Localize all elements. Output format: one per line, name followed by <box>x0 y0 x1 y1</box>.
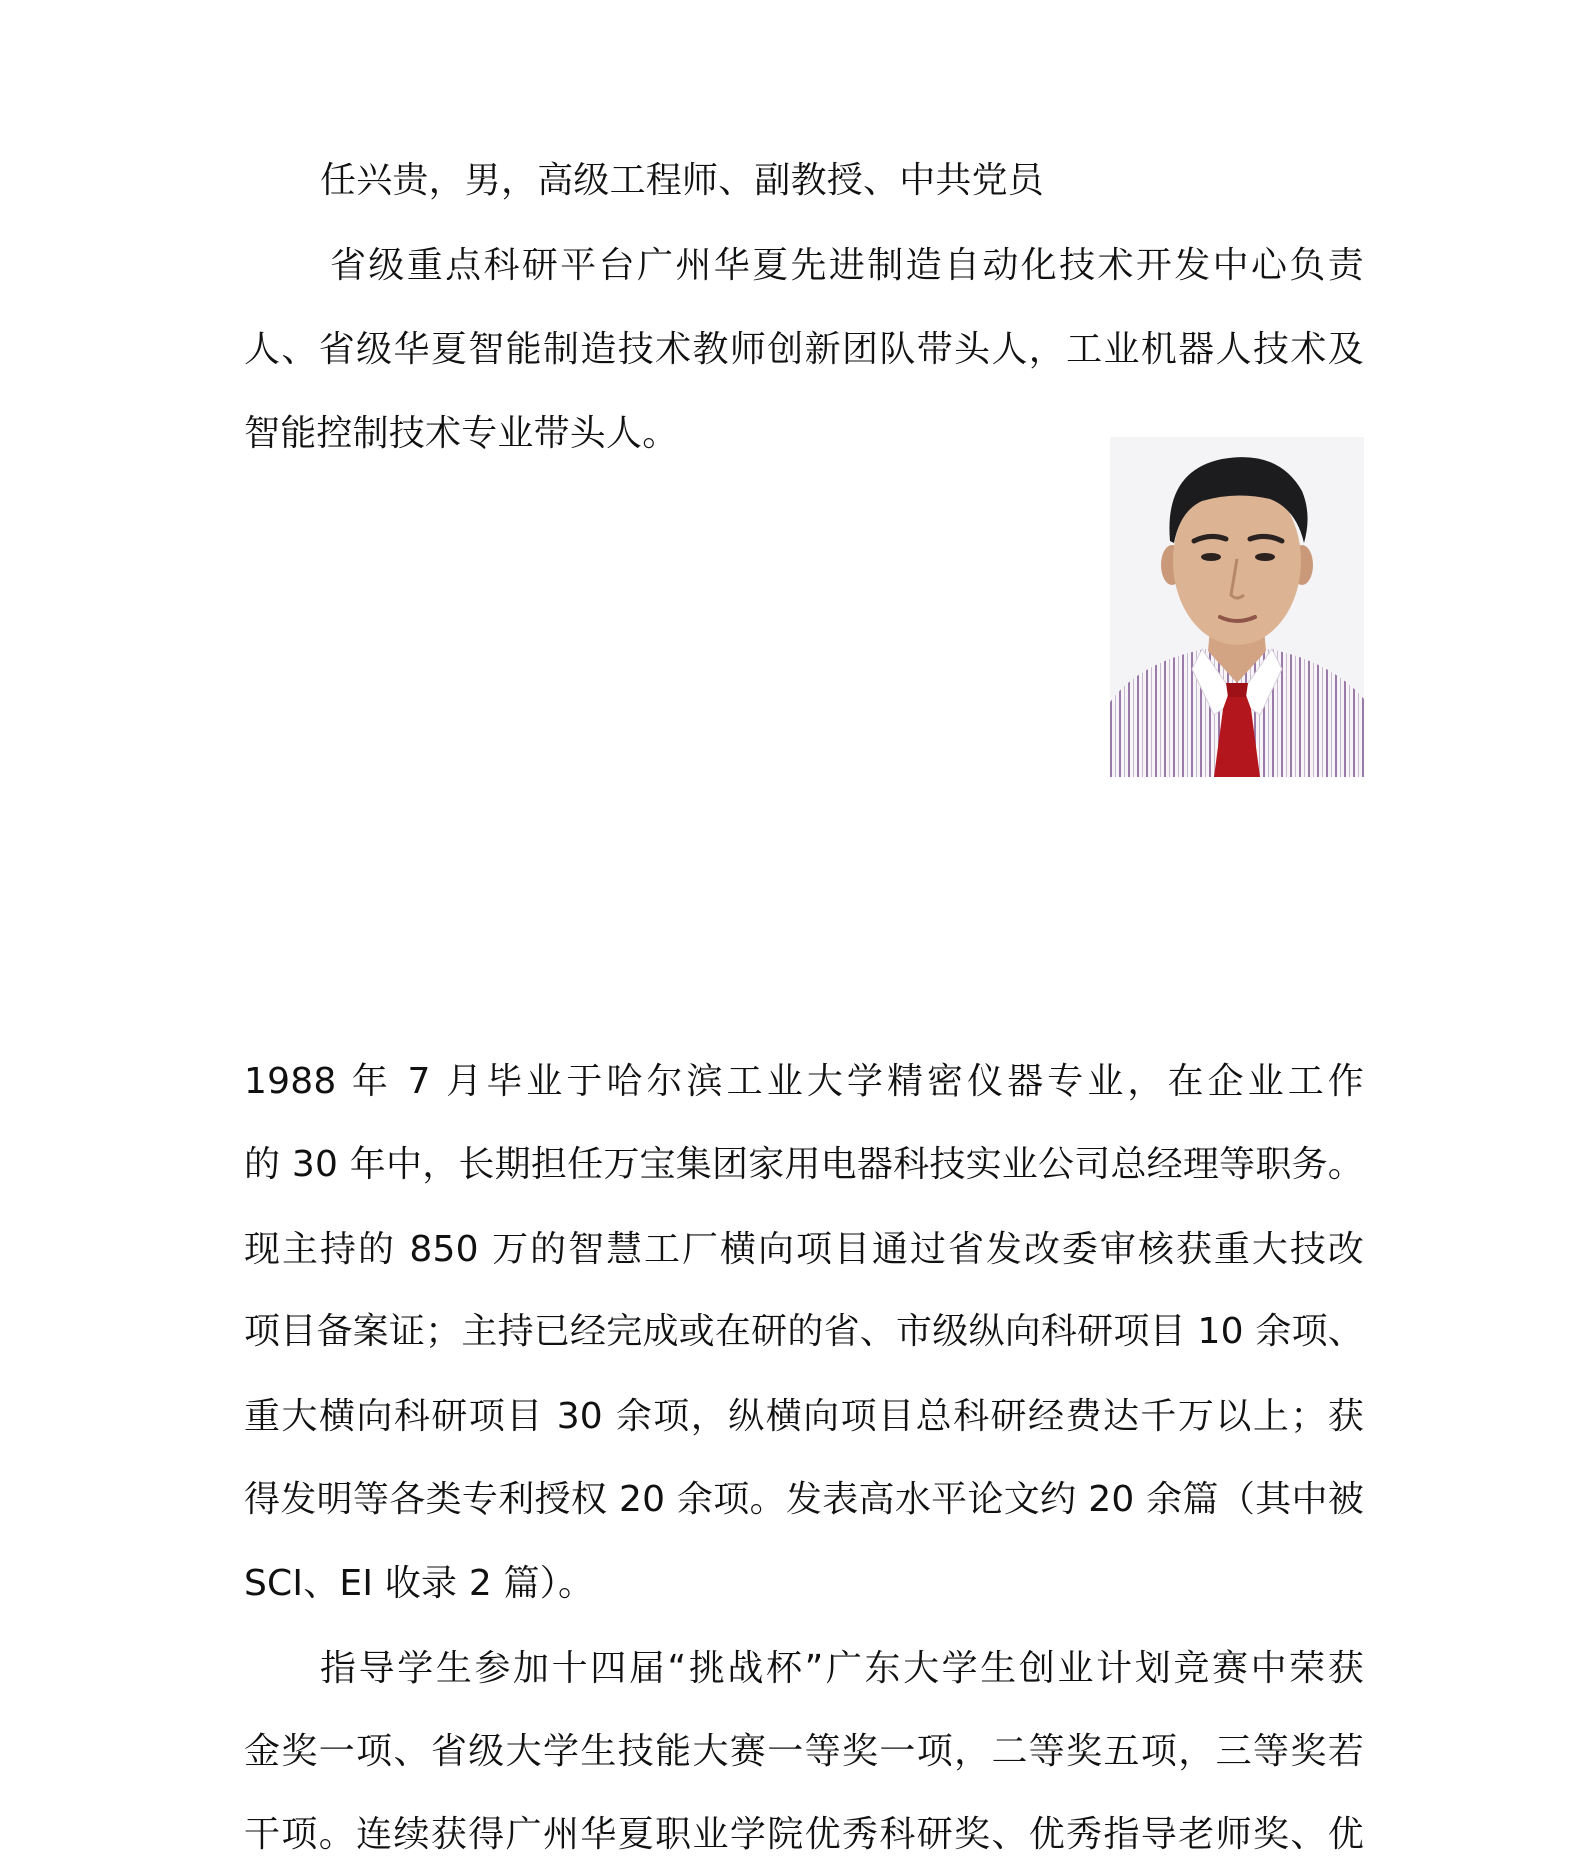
career-line-1: 1988 年 7 月毕业于哈尔滨工业大学精密仪器专业，在企业工作 <box>244 1061 1364 1102</box>
intro-line-1: 省级重点科研平台广州华夏先进制造自动化技术开发中心负责 <box>330 245 1364 286</box>
portrait-photo <box>1110 437 1364 777</box>
awards-line-1: 指导学生参加十四届“挑战杯”广东大学生创业计划竞赛中荣获 <box>320 1648 1364 1689</box>
name-title-line: 任兴贵，男，高级工程师、副教授、中共党员 <box>320 160 1045 201</box>
career-line-5: 重大横向科研项目 30 余项，纵横向项目总科研经费达千万以上；获 <box>244 1396 1364 1437</box>
intro-line-3: 智能控制技术专业带头人。 <box>244 413 679 454</box>
awards-line-2: 金奖一项、省级大学生技能大赛一等奖一项，二等奖五项，三等奖若 <box>244 1731 1364 1772</box>
career-line-3: 现主持的 850 万的智慧工厂横向项目通过省发改委审核获重大技改 <box>244 1229 1364 1270</box>
career-line-4: 项目备案证；主持已经完成或在研的省、市级纵向科研项目 10 余项、 <box>244 1311 1364 1352</box>
career-line-7: SCI、EI 收录 2 篇）。 <box>244 1563 595 1604</box>
awards-line-3: 干项。连续获得广州华夏职业学院优秀科研奖、优秀指导老师奖、优 <box>244 1814 1364 1855</box>
intro-line-2: 人、省级华夏智能制造技术教师创新团队带头人，工业机器人技术及 <box>244 329 1364 370</box>
career-line-6: 得发明等各类专利授权 20 余项。发表高水平论文约 20 余篇（其中被 <box>244 1479 1364 1520</box>
career-line-2: 的 30 年中，长期担任万宝集团家用电器科技实业公司总经理等职务。 <box>244 1144 1364 1185</box>
